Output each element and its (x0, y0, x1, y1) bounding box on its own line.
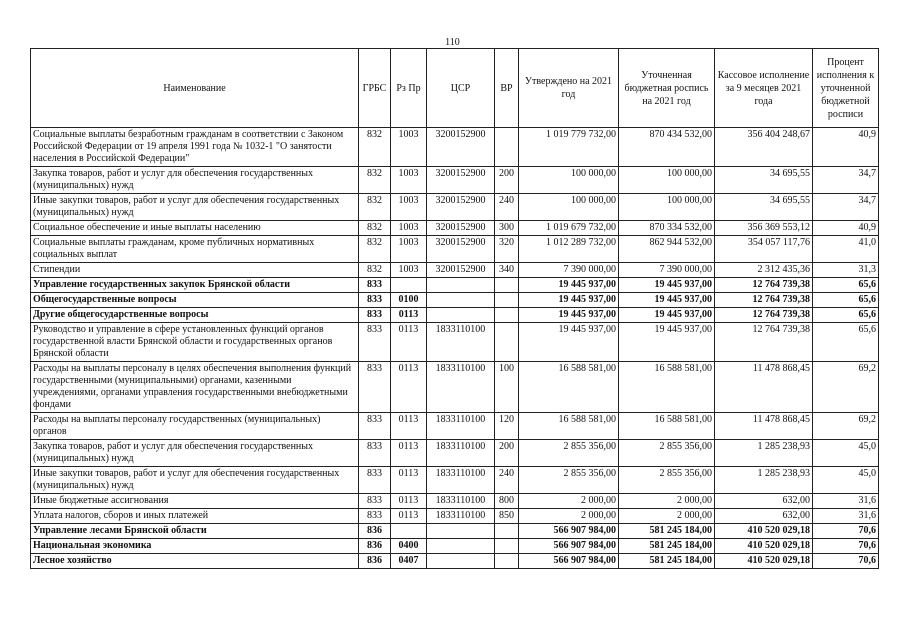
cell-csr: 1833110100 (427, 413, 495, 440)
cell-approved: 1 019 779 732,00 (519, 128, 619, 167)
cell-name: Социальные выплаты гражданам, кроме публичных нормативных социальных выплат (31, 236, 359, 263)
cell-csr (427, 524, 495, 539)
cell-percent: 70,6 (813, 524, 879, 539)
cell-vr: 320 (495, 236, 519, 263)
cell-cash: 2 312 435,36 (715, 263, 813, 278)
cell-grbs: 833 (359, 362, 391, 413)
cell-cash: 354 057 117,76 (715, 236, 813, 263)
cell-refined: 19 445 937,00 (619, 323, 715, 362)
cell-csr: 1833110100 (427, 323, 495, 362)
table-row (31, 236, 879, 263)
cell-vr: 800 (495, 494, 519, 509)
cell-cash: 356 369 553,12 (715, 221, 813, 236)
cell-rzpr: 0113 (391, 440, 427, 467)
cell-vr (495, 293, 519, 308)
cell-grbs: 833 (359, 293, 391, 308)
table-body (31, 128, 879, 569)
cell-name: Иные бюджетные ассигнования (31, 494, 359, 509)
cell-percent: 41,0 (813, 236, 879, 263)
cell-grbs: 833 (359, 467, 391, 494)
cell-approved: 1 019 679 732,00 (519, 221, 619, 236)
cell-vr (495, 308, 519, 323)
table-row (31, 308, 879, 323)
header-cash: Кассовое исполнение за 9 месяцев 2021 года (715, 49, 813, 128)
cell-name: Закупка товаров, работ и услуг для обеспечения государственных (муниципальных) нужд (31, 167, 359, 194)
cell-percent: 31,3 (813, 263, 879, 278)
cell-percent: 65,6 (813, 308, 879, 323)
cell-cash: 12 764 739,38 (715, 308, 813, 323)
cell-name: Иные закупки товаров, работ и услуг для обеспечения государственных (муниципальных) нужд (31, 467, 359, 494)
cell-refined: 581 245 184,00 (619, 539, 715, 554)
table-row (31, 194, 879, 221)
table-row (31, 221, 879, 236)
cell-rzpr: 1003 (391, 236, 427, 263)
cell-approved: 2 000,00 (519, 509, 619, 524)
cell-name: Другие общегосударственные вопросы (31, 308, 359, 323)
cell-grbs: 833 (359, 308, 391, 323)
cell-approved: 1 012 289 732,00 (519, 236, 619, 263)
cell-vr: 240 (495, 467, 519, 494)
cell-cash: 12 764 739,38 (715, 293, 813, 308)
cell-name: Руководство и управление в сфере установленных функций органов государственной власти Брянской области и государственных органов Брянской области (31, 323, 359, 362)
cell-vr: 240 (495, 194, 519, 221)
cell-rzpr: 1003 (391, 128, 427, 167)
table-row (31, 128, 879, 167)
cell-rzpr: 1003 (391, 221, 427, 236)
cell-csr (427, 554, 495, 569)
cell-name: Закупка товаров, работ и услуг для обеспечения государственных (муниципальных) нужд (31, 440, 359, 467)
cell-approved: 566 907 984,00 (519, 554, 619, 569)
table-header-row (31, 49, 879, 128)
cell-refined: 16 588 581,00 (619, 362, 715, 413)
cell-grbs: 836 (359, 524, 391, 539)
cell-cash: 1 285 238,93 (715, 440, 813, 467)
cell-refined: 100 000,00 (619, 194, 715, 221)
cell-cash: 1 285 238,93 (715, 467, 813, 494)
cell-approved: 2 855 356,00 (519, 467, 619, 494)
budget-table (30, 48, 879, 569)
cell-rzpr: 0113 (391, 509, 427, 524)
cell-vr (495, 128, 519, 167)
cell-grbs: 833 (359, 413, 391, 440)
cell-approved: 566 907 984,00 (519, 524, 619, 539)
cell-refined: 19 445 937,00 (619, 278, 715, 293)
cell-refined: 862 944 532,00 (619, 236, 715, 263)
cell-refined: 2 855 356,00 (619, 440, 715, 467)
cell-percent: 31,6 (813, 494, 879, 509)
cell-rzpr: 0113 (391, 467, 427, 494)
cell-csr: 1833110100 (427, 440, 495, 467)
cell-approved: 566 907 984,00 (519, 539, 619, 554)
cell-rzpr: 1003 (391, 194, 427, 221)
cell-refined: 16 588 581,00 (619, 413, 715, 440)
cell-cash: 34 695,55 (715, 167, 813, 194)
cell-percent: 65,6 (813, 293, 879, 308)
cell-csr: 3200152900 (427, 236, 495, 263)
cell-vr: 850 (495, 509, 519, 524)
header-grbs: ГРБС (359, 49, 391, 128)
cell-cash: 356 404 248,67 (715, 128, 813, 167)
cell-cash: 11 478 868,45 (715, 362, 813, 413)
cell-rzpr: 0113 (391, 494, 427, 509)
cell-percent: 69,2 (813, 413, 879, 440)
cell-grbs: 832 (359, 221, 391, 236)
cell-rzpr (391, 278, 427, 293)
header-vr: ВР (495, 49, 519, 128)
cell-grbs: 836 (359, 539, 391, 554)
cell-vr: 300 (495, 221, 519, 236)
cell-vr: 200 (495, 440, 519, 467)
cell-approved: 16 588 581,00 (519, 362, 619, 413)
cell-rzpr: 0100 (391, 293, 427, 308)
cell-name: Социальные выплаты безработным гражданам в соответствии с Законом Российской Федерации от 19 апреля 1991 года № 1032-1 "О занятости населения в Российской Федерации" (31, 128, 359, 167)
table-row (31, 278, 879, 293)
cell-name: Национальная экономика (31, 539, 359, 554)
cell-percent: 34,7 (813, 167, 879, 194)
cell-grbs: 833 (359, 494, 391, 509)
cell-rzpr: 0400 (391, 539, 427, 554)
cell-refined: 2 000,00 (619, 509, 715, 524)
cell-refined: 19 445 937,00 (619, 308, 715, 323)
cell-grbs: 832 (359, 128, 391, 167)
cell-cash: 410 520 029,18 (715, 554, 813, 569)
cell-name: Иные закупки товаров, работ и услуг для обеспечения государственных (муниципальных) нужд (31, 194, 359, 221)
cell-csr: 1833110100 (427, 362, 495, 413)
cell-grbs: 832 (359, 194, 391, 221)
cell-grbs: 833 (359, 278, 391, 293)
cell-grbs: 833 (359, 323, 391, 362)
cell-refined: 2 855 356,00 (619, 467, 715, 494)
table-row (31, 167, 879, 194)
cell-cash: 34 695,55 (715, 194, 813, 221)
cell-rzpr: 0113 (391, 362, 427, 413)
cell-approved: 2 855 356,00 (519, 440, 619, 467)
cell-percent: 40,9 (813, 221, 879, 236)
cell-name: Лесное хозяйство (31, 554, 359, 569)
cell-csr: 1833110100 (427, 494, 495, 509)
cell-refined: 2 000,00 (619, 494, 715, 509)
cell-approved: 16 588 581,00 (519, 413, 619, 440)
cell-name: Управление лесами Брянской области (31, 524, 359, 539)
cell-name: Управление государственных закупок Брянской области (31, 278, 359, 293)
cell-rzpr (391, 524, 427, 539)
cell-name: Расходы на выплаты персоналу государственных (муниципальных) органов (31, 413, 359, 440)
cell-percent: 70,6 (813, 539, 879, 554)
cell-vr: 340 (495, 263, 519, 278)
cell-approved: 2 000,00 (519, 494, 619, 509)
cell-vr (495, 554, 519, 569)
cell-name: Социальное обеспечение и иные выплаты населению (31, 221, 359, 236)
cell-grbs: 836 (359, 554, 391, 569)
cell-grbs: 833 (359, 509, 391, 524)
cell-percent: 70,6 (813, 554, 879, 569)
cell-refined: 7 390 000,00 (619, 263, 715, 278)
table-row (31, 509, 879, 524)
cell-cash: 12 764 739,38 (715, 323, 813, 362)
cell-refined: 100 000,00 (619, 167, 715, 194)
table-row (31, 413, 879, 440)
cell-rzpr: 0407 (391, 554, 427, 569)
page-number: 110 (445, 37, 460, 48)
cell-cash: 410 520 029,18 (715, 539, 813, 554)
header-rzpr: Рз Пр (391, 49, 427, 128)
cell-cash: 410 520 029,18 (715, 524, 813, 539)
cell-approved: 19 445 937,00 (519, 278, 619, 293)
cell-name: Расходы на выплаты персоналу в целях обеспечения выполнения функций государственными (муниципальными) органами, казенными учреждениями, органами управления государственными внебюджетными фондами (31, 362, 359, 413)
cell-approved: 19 445 937,00 (519, 323, 619, 362)
cell-cash: 632,00 (715, 494, 813, 509)
cell-refined: 19 445 937,00 (619, 293, 715, 308)
cell-vr: 200 (495, 167, 519, 194)
cell-grbs: 832 (359, 236, 391, 263)
cell-csr: 1833110100 (427, 509, 495, 524)
cell-refined: 581 245 184,00 (619, 554, 715, 569)
cell-rzpr: 1003 (391, 167, 427, 194)
header-percent: Процент исполнения к уточненной бюджетной росписи (813, 49, 879, 128)
table-row (31, 263, 879, 278)
header-approved: Утверждено на 2021 год (519, 49, 619, 128)
cell-percent: 69,2 (813, 362, 879, 413)
cell-percent: 65,6 (813, 278, 879, 293)
table-row (31, 362, 879, 413)
cell-csr (427, 278, 495, 293)
cell-rzpr: 0113 (391, 323, 427, 362)
cell-grbs: 832 (359, 263, 391, 278)
cell-csr: 1833110100 (427, 467, 495, 494)
cell-vr: 100 (495, 362, 519, 413)
cell-percent: 65,6 (813, 323, 879, 362)
cell-csr (427, 539, 495, 554)
cell-approved: 7 390 000,00 (519, 263, 619, 278)
cell-cash: 12 764 739,38 (715, 278, 813, 293)
cell-csr: 3200152900 (427, 128, 495, 167)
cell-name: Стипендии (31, 263, 359, 278)
cell-cash: 632,00 (715, 509, 813, 524)
cell-approved: 19 445 937,00 (519, 308, 619, 323)
cell-csr: 3200152900 (427, 167, 495, 194)
cell-percent: 40,9 (813, 128, 879, 167)
cell-vr (495, 278, 519, 293)
cell-vr: 120 (495, 413, 519, 440)
cell-csr: 3200152900 (427, 263, 495, 278)
cell-csr (427, 308, 495, 323)
cell-percent: 31,6 (813, 509, 879, 524)
cell-name: Уплата налогов, сборов и иных платежей (31, 509, 359, 524)
cell-name: Общегосударственные вопросы (31, 293, 359, 308)
table-row (31, 524, 879, 539)
cell-grbs: 832 (359, 167, 391, 194)
cell-percent: 45,0 (813, 440, 879, 467)
cell-approved: 100 000,00 (519, 194, 619, 221)
table-row (31, 467, 879, 494)
cell-csr: 3200152900 (427, 194, 495, 221)
cell-percent: 34,7 (813, 194, 879, 221)
cell-vr (495, 323, 519, 362)
cell-csr (427, 293, 495, 308)
table-row (31, 293, 879, 308)
cell-refined: 870 434 532,00 (619, 128, 715, 167)
cell-csr: 3200152900 (427, 221, 495, 236)
cell-rzpr: 0113 (391, 308, 427, 323)
cell-approved: 100 000,00 (519, 167, 619, 194)
cell-grbs: 833 (359, 440, 391, 467)
table-row (31, 323, 879, 362)
header-refined: Уточненная бюджетная роспись на 2021 год (619, 49, 715, 128)
cell-cash: 11 478 868,45 (715, 413, 813, 440)
header-csr: ЦСР (427, 49, 495, 128)
table-row (31, 440, 879, 467)
cell-vr (495, 524, 519, 539)
cell-rzpr: 0113 (391, 413, 427, 440)
table-row (31, 494, 879, 509)
cell-approved: 19 445 937,00 (519, 293, 619, 308)
cell-rzpr: 1003 (391, 263, 427, 278)
cell-percent: 45,0 (813, 467, 879, 494)
table-row (31, 554, 879, 569)
header-name: Наименование (31, 49, 359, 128)
table-row (31, 539, 879, 554)
cell-refined: 870 334 532,00 (619, 221, 715, 236)
cell-vr (495, 539, 519, 554)
cell-refined: 581 245 184,00 (619, 524, 715, 539)
